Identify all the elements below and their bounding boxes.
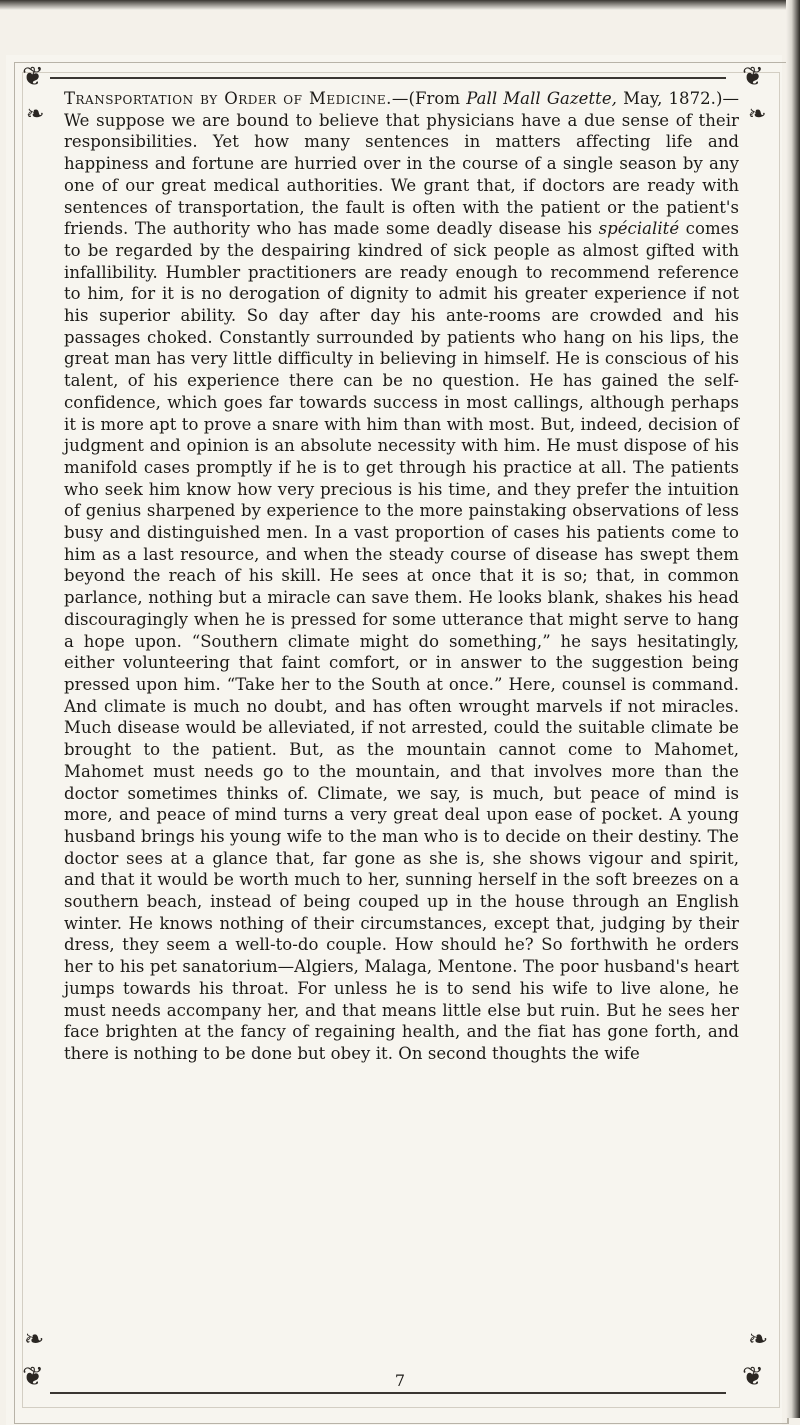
scan-top-shadow	[0, 0, 800, 10]
article-text-part-1: We suppose we are bound to believe that physicians have a due sense of their responsibilities. Yet how many sentences in matters affecting life and happiness and fortune are hurried over in the course of a single season by any one of our great medical authorities. We grant that, if doctors are ready with sentences of transportation, the fault is often with the patient or the patient's friends. The authority who has made some deadly disease his	[64, 110, 739, 239]
article-paragraph	[64, 88, 739, 1065]
top-rule	[50, 77, 726, 79]
article-body	[64, 88, 739, 1065]
left-side-ornament: ❧	[26, 102, 45, 127]
bottom-left-side-ornament: ❧	[24, 1325, 45, 1353]
bottom-rule	[50, 1392, 726, 1394]
page-number: 7	[394, 1371, 406, 1390]
scan-right-edge	[786, 0, 800, 1418]
specialite-word: spécialité	[598, 219, 680, 239]
source-open: —(From	[391, 89, 467, 108]
bottom-right-ornament: ❦	[742, 1362, 764, 1392]
source-date: May, 1872.)—	[616, 89, 740, 108]
top-right-ornament: ❦	[742, 62, 764, 92]
top-left-ornament: ❦	[22, 62, 44, 92]
article-text-part-2: comes to be regarded by the despairing kindred of sick people as almost gifted with infallibility. Humbler practitioners are ready enough to recommend reference to him, for it is no derogation of dignity to admit his greater experience if not his superior ability. So day after day his ante-rooms are crowded and his passages choked. Constantly surrounded by patients who hang on his lips, the great man has very little difficulty in believing in himself. He is conscious of his talent, of his experience there can be no question. He has gained the self-confidence, which goes far towards success in most callings, although perhaps it is more apt to prove a snare with him than with most. But, indeed, decision of judgment and opinion is an absolute necessity with him. He must dispose of his manifold cases promptly if he is to get through his practice at all. The patients who seek him know how very precious is his time, and they prefer the intuition of genius sharpened by experience to the more painstaking observations of less busy and distinguished men. In a vast proportion of cases his patients come to him as a last resource, and when the steady course of disease has swept them beyond the reach of his skill. He sees at once that it is so; that, in common parlance, nothing but a miracle can save them. He looks blank, shakes his head discouragingly when he is pressed for some utterance that might serve to hang a hope upon. “Southern climate might do something,” he says hesitatingly, either volunteering that faint comfort, or in answer to the suggestion being pressed upon him. “Take her to the South at once.” Here, counsel is command. And climate is much no doubt, and has often wrought marvels if not miracles. Much disease would be alleviated, if not arrested, could the suitable climate be brought to the patient. But, as the mountain cannot come to Mahomet, Mahomet must needs go to the mountain, and that involves more than the doctor sometimes thinks of. Climate, we say, is much, but peace of mind is more, and peace of mind turns a very great deal upon ease of pocket. A young husband brings his young wife to the man who is to decide on their destiny. The doctor sees at a glance that, far gone as she is, she shows vigour and spirit, and that it would be worth much to her, sunning herself in the soft breezes on a southern beach, instead of being couped up in the house through an English winter. He knows nothing of their circumstances, except that, judging by their dress, they seem a well-to-do couple. How should he? So forthwith he orders her to his pet sanatorium—Algiers, Malaga, Mentone. The poor husband's heart jumps towards his throat. For unless he is to send his wife to live alone, he must needs accompany her, and that means little else but ruin. But he sees her face brighten at the fancy of regaining health, and the fiat has gone forth, and there is nothing to be done but obey it. On second thoughts the wife	[64, 219, 739, 1063]
source-name: Pall Mall Gazette,	[466, 89, 617, 108]
bottom-right-side-ornament: ❧	[748, 1325, 769, 1353]
article-heading: Transportation by Order of Medicine.	[64, 89, 392, 108]
bottom-left-ornament: ❦	[22, 1362, 44, 1392]
right-side-ornament: ❧	[748, 102, 767, 127]
